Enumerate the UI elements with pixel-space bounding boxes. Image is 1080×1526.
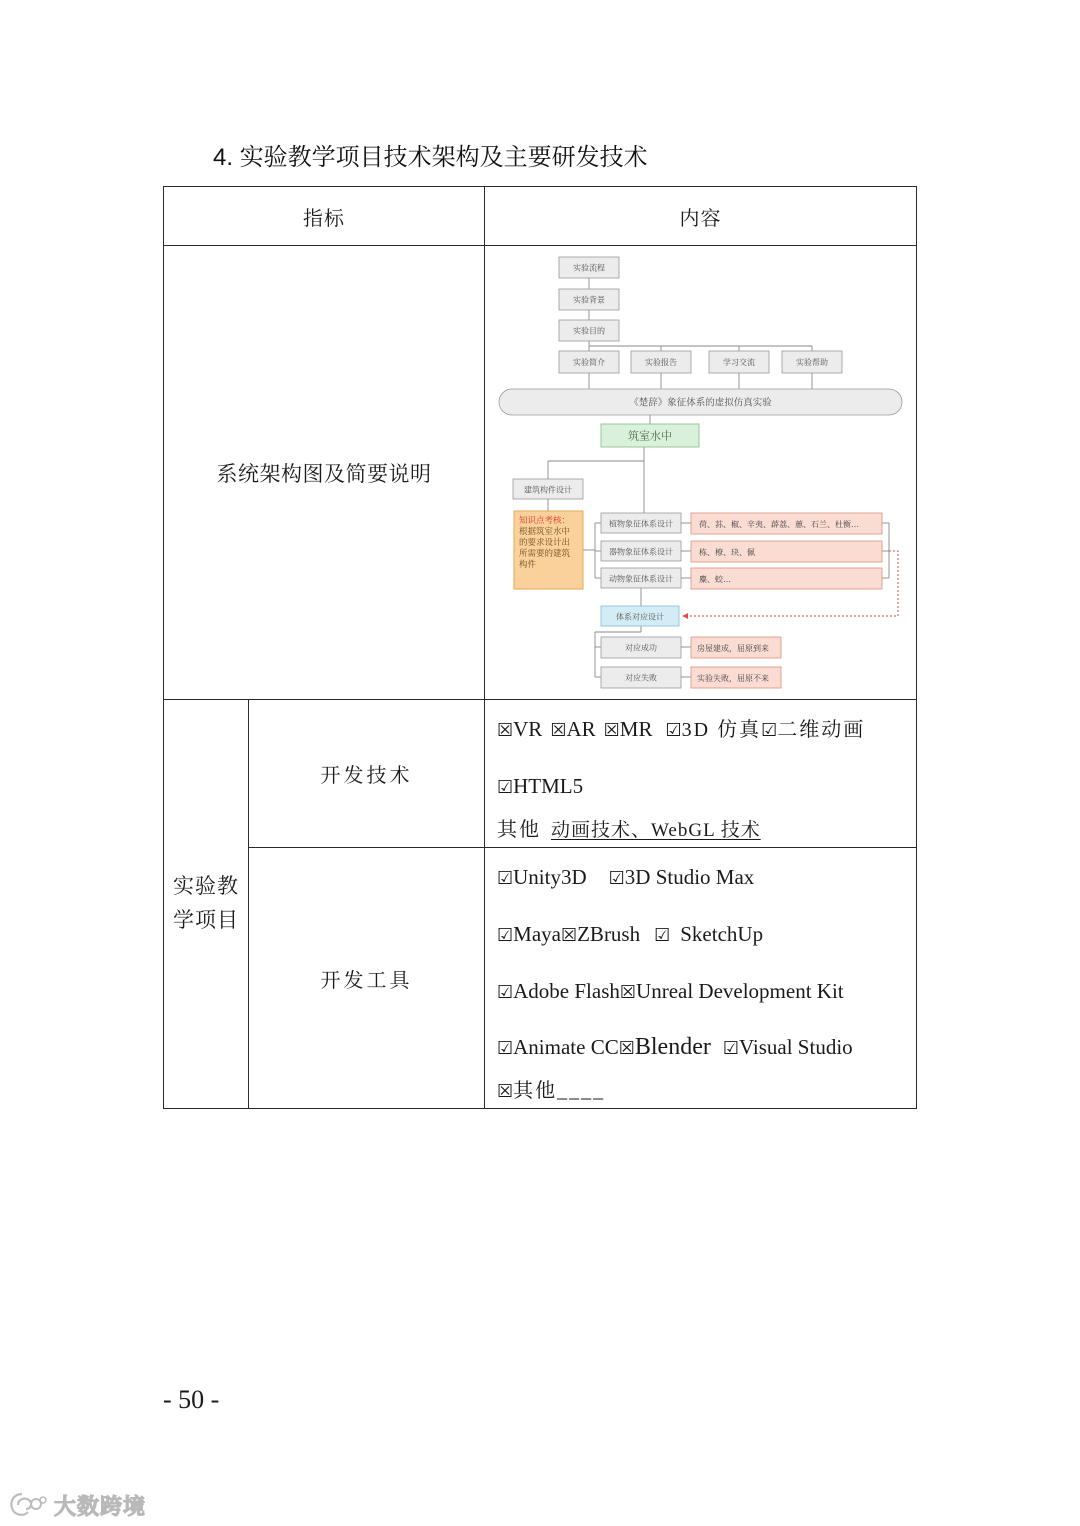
diagram-menu-item xyxy=(782,351,842,373)
svg-text:动物象征体系设计: 动物象征体系设计 xyxy=(609,574,673,584)
svg-text:的要求设计出: 的要求设计出 xyxy=(519,537,571,547)
diagram-title-bar xyxy=(499,389,902,415)
checkbox-checked-icon: ☑ xyxy=(497,925,514,946)
option-label: 其他____ xyxy=(513,1080,606,1102)
checkbox-crossed-icon: ☒ xyxy=(603,720,620,741)
svg-text:器物象征体系设计: 器物象征体系设计 xyxy=(609,547,673,557)
diagram-node-match-success xyxy=(601,637,681,658)
dev-tools-content xyxy=(484,847,917,1109)
svg-text:知识点考核：: 知识点考核： xyxy=(519,515,571,525)
svg-text:实验帮助: 实验帮助 xyxy=(796,358,828,367)
diagram-node-scene xyxy=(601,424,699,447)
svg-text:建筑构件设计: 建筑构件设计 xyxy=(524,485,572,495)
watermark xyxy=(8,1488,146,1522)
diagram-node-building xyxy=(513,479,583,499)
diagram-node-animal-examples xyxy=(691,568,882,589)
option-label: HTML5 xyxy=(513,774,584,798)
svg-text:根据筑室水中: 根据筑室水中 xyxy=(519,526,571,536)
svg-text:构件: 构件 xyxy=(519,559,537,569)
svg-text:对应失败: 对应失败 xyxy=(625,673,657,683)
system-architecture-diagram xyxy=(485,246,917,700)
diagram-node-matching xyxy=(601,606,679,626)
svg-text:对应成功: 对应成功 xyxy=(625,643,657,653)
dev-tech-content xyxy=(484,699,917,848)
header-content: 内容 xyxy=(484,186,917,246)
section-title: 4. 实验教学项目技术架构及主要研发技术 xyxy=(213,144,648,171)
diagram-node-match-failure xyxy=(601,667,681,688)
checkbox-checked-icon: ☑ xyxy=(722,1038,739,1059)
option-label: Adobe Flash xyxy=(513,979,620,1003)
dev-tech-line xyxy=(497,717,865,743)
dev-tools-line xyxy=(497,1035,853,1061)
option-label: Maya xyxy=(513,922,561,946)
checkbox-checked-icon: ☑ xyxy=(654,925,671,946)
svg-text:体系对应设计: 体系对应设计 xyxy=(616,612,664,622)
svg-text:栋、橑、玦、佩: 栋、橑、玦、佩 xyxy=(699,548,755,557)
diagram-node-failure-result xyxy=(691,667,781,688)
svg-text:麋、蛟…: 麋、蛟… xyxy=(699,575,731,584)
checkbox-checked-icon: ☑ xyxy=(665,720,682,741)
option-label: 3D Studio Max xyxy=(624,865,755,889)
checkbox-checked-icon: ☑ xyxy=(497,1038,514,1059)
checkbox-checked-icon: ☑ xyxy=(608,868,625,889)
svg-text:荷、荪、椒、辛夷、薜荔、蕙、石兰、杜衡…: 荷、荪、椒、辛夷、薜荔、蕙、石兰、杜衡… xyxy=(699,520,859,529)
watermark-logo-icon xyxy=(8,1490,48,1520)
option-label: 3D 仿真 xyxy=(681,719,762,741)
checkbox-checked-icon: ☑ xyxy=(497,868,514,889)
svg-text:植物象征体系设计: 植物象征体系设计 xyxy=(609,519,673,529)
diagram-node-success-result xyxy=(691,637,781,658)
diagram-node-object-examples xyxy=(691,541,882,562)
dev-tools-line xyxy=(497,1079,605,1104)
svg-text:学习交流: 学习交流 xyxy=(723,358,755,367)
option-label: SketchUp xyxy=(680,922,764,946)
diagram-node-animal-system xyxy=(601,568,681,588)
other-label: 其他 xyxy=(497,819,541,841)
architecture-diagram-cell xyxy=(484,245,917,700)
svg-text:所需要的建筑: 所需要的建筑 xyxy=(519,548,571,558)
diagram-node-plant-system xyxy=(601,513,681,533)
project-label-cell xyxy=(163,699,249,1109)
svg-text:实验目的: 实验目的 xyxy=(573,326,605,336)
diagram-menu-item xyxy=(559,351,619,373)
diagram-node-background xyxy=(559,289,619,310)
dev-tech-line xyxy=(497,774,583,800)
svg-text:筑室水中: 筑室水中 xyxy=(628,430,672,443)
checkbox-crossed-icon: ☒ xyxy=(618,1038,635,1059)
option-label: Visual Studio xyxy=(738,1035,853,1059)
dev-tools-line xyxy=(497,979,844,1005)
option-label: MR xyxy=(619,717,653,741)
header-indicator: 指标 xyxy=(163,186,485,246)
checkbox-crossed-icon: ☒ xyxy=(619,982,637,1003)
option-label: ZBrush xyxy=(577,922,641,946)
checkbox-crossed-icon: ☒ xyxy=(560,925,578,946)
diagram-node-plant-examples xyxy=(691,513,882,534)
dev-tools-line xyxy=(497,922,763,948)
svg-text:房屋建成，屈原到来: 房屋建成，屈原到来 xyxy=(697,644,769,653)
dev-tools-label: 开发工具 xyxy=(248,847,485,1109)
dev-tech-label: 开发技术 xyxy=(248,699,485,848)
option-label: AR xyxy=(566,717,596,741)
svg-text:实验背景: 实验背景 xyxy=(573,295,605,305)
project-label: 实验教学项目 xyxy=(173,875,239,932)
other-value: 动画技术、WebGL 技术 xyxy=(551,820,761,841)
diagram-menu-item xyxy=(709,351,769,373)
diagram-node-purpose xyxy=(559,320,619,341)
watermark-text: 大数跨境 xyxy=(54,1493,147,1519)
option-label: Animate CC xyxy=(513,1035,619,1059)
diagram-menu-item xyxy=(631,351,691,373)
svg-text:实验报告: 实验报告 xyxy=(645,358,677,367)
svg-text:实验简介: 实验简介 xyxy=(573,358,605,367)
page-number: - 50 - xyxy=(163,1385,220,1414)
option-label: Unreal Development Kit xyxy=(636,979,844,1003)
diagram-node-process xyxy=(559,257,619,278)
checkbox-crossed-icon: ☒ xyxy=(497,720,514,741)
option-label: Unity3D xyxy=(513,865,587,889)
architecture-label: 系统架构图及简要说明 xyxy=(163,245,485,700)
checkbox-checked-icon: ☑ xyxy=(497,982,514,1003)
checkbox-crossed-icon: ☒ xyxy=(497,1081,514,1102)
tech-architecture-table xyxy=(163,186,917,1109)
dev-tools-line xyxy=(497,865,754,891)
svg-text:《楚辞》象征体系的虚拟仿真实验: 《楚辞》象征体系的虚拟仿真实验 xyxy=(629,398,772,409)
diagram-node-assessment xyxy=(514,511,583,589)
svg-text:实验流程: 实验流程 xyxy=(573,263,605,273)
option-label: 二维动画 xyxy=(777,719,866,741)
dev-tech-other-line xyxy=(497,818,761,843)
checkbox-checked-icon: ☑ xyxy=(761,720,778,741)
checkbox-checked-icon: ☑ xyxy=(497,777,514,798)
option-label: Blender xyxy=(634,1034,711,1060)
diagram-node-object-system xyxy=(601,541,681,561)
svg-text:实验失败，屈原不来: 实验失败，屈原不来 xyxy=(697,674,769,683)
option-label: VR xyxy=(513,717,543,741)
checkbox-crossed-icon: ☒ xyxy=(550,720,567,741)
